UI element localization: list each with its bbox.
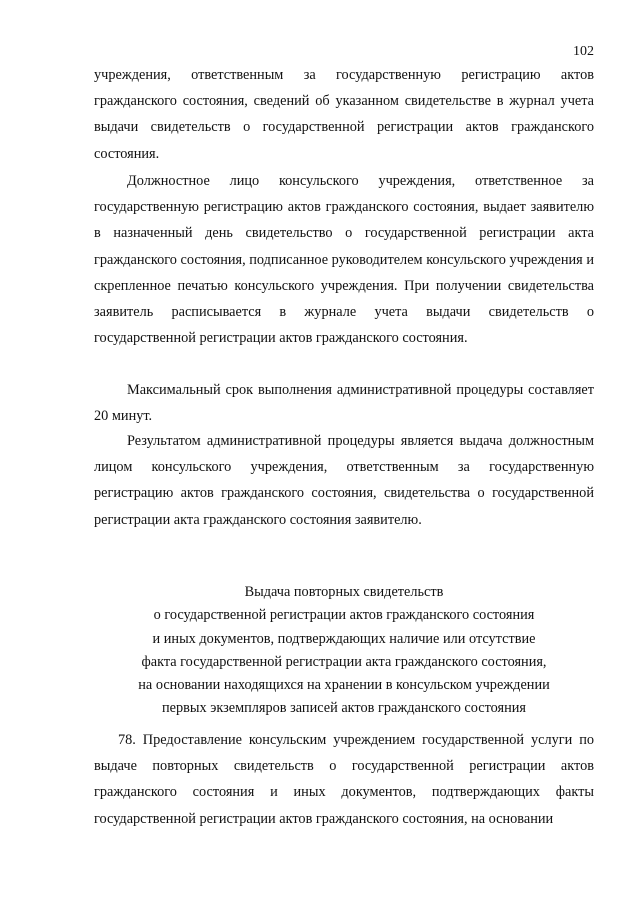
paragraph-item-78: 78. Предоставление консульским учреждением государственной услуги по выдаче повторных свидетельств о государственной регистрации актов гражданского состояния и иных документов, подтверждающих факты государственной регистрации актов гражданского состояния, на основании [94, 732, 594, 827]
section-heading [94, 581, 594, 721]
paragraph-continuation: учреждения, ответственным за государственную регистрацию актов гражданского состояния, сведений об указанном свидетельстве в журнал учета выдачи свидетельств о государственной регистрации актов гражданского состояния. [94, 67, 594, 162]
paragraph-max-duration: Максимальный срок выполнения административной процедуры составляет 20 минут. [94, 382, 594, 425]
page-number: 102 [573, 44, 594, 59]
section-heading-line: факта государственной регистрации акта гражданского состояния, [141, 653, 547, 670]
paragraph-issuing-certificate: Должностное лицо консульского учреждения, ответственное за государственную регистрацию актов гражданского состояния, выдает заявителю в назначенный день свидетельство о государственной регистрации акта гражданского состояния, подписанное руководителем консульского учреждения и скрепленное печатью консульского учреждения. При получении свидетельства заявитель расписывается в журнале учета выдачи свидетельств о государственной регистрации актов гражданского состояния. [94, 173, 594, 347]
section-heading-line: Выдача повторных свидетельств [244, 584, 444, 600]
section-heading-line: и иных документов, подтверждающих наличие или отсутствие [152, 630, 536, 647]
section-heading-line: на основании находящихся на хранении в консульском учреждении [138, 677, 550, 694]
paragraph-procedure-result: Результатом административной процедуры является выдача должностным лицом консульского учреждения, ответственным за государственную регистрацию актов гражданского состояния, свидетельства о государственной регистрации акта гражданского состояния заявителю. [94, 433, 594, 528]
section-heading-line: первых экземпляров записей актов гражданского состояния [161, 700, 526, 717]
section-heading-line: о государственной регистрации актов гражданского состояния [153, 607, 535, 624]
